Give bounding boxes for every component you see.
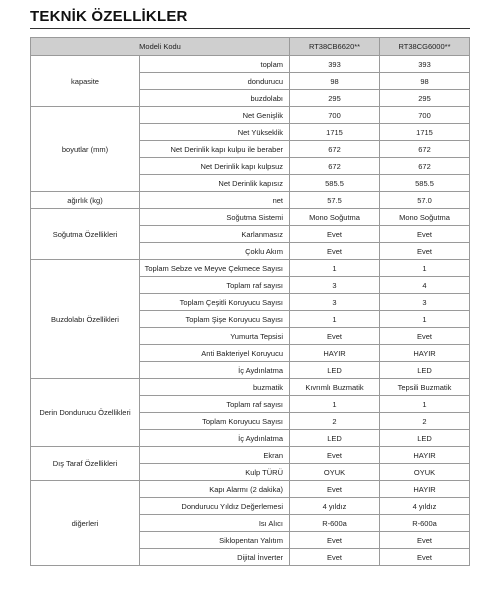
table-row	[31, 56, 470, 73]
row-label: Toplam Çeşitli Koruyucu Sayısı	[140, 294, 290, 311]
model-2-value: 1	[380, 311, 470, 328]
model-1-value: 393	[290, 56, 380, 73]
model-2-value: 295	[380, 90, 470, 107]
table-row	[31, 192, 470, 209]
model-2-value: Evet	[380, 226, 470, 243]
model-1-value: Evet	[290, 447, 380, 464]
row-label: Net Genişlik	[140, 107, 290, 124]
group-label: Soğutma Özellikleri	[31, 209, 140, 260]
row-label: Net Derinlik kapı kulpsuz	[140, 158, 290, 175]
row-label: İç Aydınlatma	[140, 430, 290, 447]
model-2-value: Evet	[380, 532, 470, 549]
title-divider	[30, 28, 470, 29]
model-2-value: 4 yıldız	[380, 498, 470, 515]
model-1-value: Evet	[290, 481, 380, 498]
model-1-value: 57.5	[290, 192, 380, 209]
model-2-value: 393	[380, 56, 470, 73]
group-label: boyutlar (mm)	[31, 107, 140, 192]
model-1-value: 4 yıldız	[290, 498, 380, 515]
model-2-value: R-600a	[380, 515, 470, 532]
table-row	[31, 260, 470, 277]
row-label: Toplam Sebze ve Meyve Çekmece Sayısı	[140, 260, 290, 277]
row-label: buzdolabı	[140, 90, 290, 107]
model-1-value: LED	[290, 430, 380, 447]
row-label: Net Derinlik kapı kulpu ile beraber	[140, 141, 290, 158]
row-label: Ekran	[140, 447, 290, 464]
row-label: Siklopentan Yalıtım	[140, 532, 290, 549]
table-row	[31, 209, 470, 226]
model-2-value: 700	[380, 107, 470, 124]
row-label: Soğutma Sistemi	[140, 209, 290, 226]
spec-table-body	[31, 56, 470, 566]
row-label: Anti Bakteriyel Koruyucu	[140, 345, 290, 362]
model-2-value: OYUK	[380, 464, 470, 481]
model-1-value: 98	[290, 73, 380, 90]
table-row	[31, 379, 470, 396]
model-2-value: 2	[380, 413, 470, 430]
table-header-row	[31, 38, 470, 56]
model-1-value: 1	[290, 311, 380, 328]
model-1-value: Evet	[290, 532, 380, 549]
model-2-value: 1	[380, 396, 470, 413]
model-1-value: Mono Soğutma	[290, 209, 380, 226]
model-1-value: 672	[290, 141, 380, 158]
model-1-value: OYUK	[290, 464, 380, 481]
row-label: Kapı Alarmı (2 dakika)	[140, 481, 290, 498]
row-label: Dijital İnverter	[140, 549, 290, 566]
row-label: Çoklu Akım	[140, 243, 290, 260]
model-1-value: Evet	[290, 328, 380, 345]
model-1-value: 1715	[290, 124, 380, 141]
row-label: dondurucu	[140, 73, 290, 90]
model-1-value: 585.5	[290, 175, 380, 192]
model-1-value: 295	[290, 90, 380, 107]
row-label: Toplam raf sayısı	[140, 396, 290, 413]
model-2-value: Evet	[380, 328, 470, 345]
row-label: Toplam Şişe Koruyucu Sayısı	[140, 311, 290, 328]
spec-table	[30, 37, 470, 566]
model-1-value: Kıvrımlı Buzmatik	[290, 379, 380, 396]
row-label: buzmatik	[140, 379, 290, 396]
model-2-value: Mono Soğutma	[380, 209, 470, 226]
model-2-value: 3	[380, 294, 470, 311]
model-2-value: 98	[380, 73, 470, 90]
model-2-value: 585.5	[380, 175, 470, 192]
model-1-value: 1	[290, 396, 380, 413]
model-1-value: 2	[290, 413, 380, 430]
model-1-value: Evet	[290, 549, 380, 566]
group-label: Buzdolabı Özellikleri	[31, 260, 140, 379]
table-row	[31, 107, 470, 124]
model-2-value: 672	[380, 141, 470, 158]
model-1-value: 672	[290, 158, 380, 175]
header-model-code: Modeli Kodu	[31, 38, 290, 56]
model-2-value: 4	[380, 277, 470, 294]
row-label: Dondurucu Yıldız Değerlemesi	[140, 498, 290, 515]
table-row	[31, 447, 470, 464]
model-2-value: Tepsili Buzmatik	[380, 379, 470, 396]
model-2-value: 1	[380, 260, 470, 277]
model-1-value: 700	[290, 107, 380, 124]
row-label: İç Aydınlatma	[140, 362, 290, 379]
model-2-value: 57.0	[380, 192, 470, 209]
model-1-value: 3	[290, 277, 380, 294]
row-label: Net Derinlik kapısız	[140, 175, 290, 192]
model-2-value: 672	[380, 158, 470, 175]
model-1-value: Evet	[290, 226, 380, 243]
row-label: Yumurta Tepsisi	[140, 328, 290, 345]
model-2-value: 1715	[380, 124, 470, 141]
model-1-value: 3	[290, 294, 380, 311]
model-1-value: LED	[290, 362, 380, 379]
group-label: kapasite	[31, 56, 140, 107]
row-label: toplam	[140, 56, 290, 73]
header-model-2: RT38CG6000**	[380, 38, 470, 56]
row-label: Net Yükseklik	[140, 124, 290, 141]
model-2-value: HAYIR	[380, 447, 470, 464]
model-1-value: HAYIR	[290, 345, 380, 362]
model-2-value: HAYIR	[380, 481, 470, 498]
row-label: Karlanmasız	[140, 226, 290, 243]
model-1-value: 1	[290, 260, 380, 277]
row-label: net	[140, 192, 290, 209]
page-title: TEKNİK ÖZELLİKLER	[30, 8, 188, 25]
group-label: Derin Dondurucu Özellikleri	[31, 379, 140, 447]
row-label: Toplam Koruyucu Sayısı	[140, 413, 290, 430]
model-1-value: Evet	[290, 243, 380, 260]
row-label: Kulp TÜRÜ	[140, 464, 290, 481]
row-label: Isı Alıcı	[140, 515, 290, 532]
table-row	[31, 481, 470, 498]
group-label: ağırlık (kg)	[31, 192, 140, 209]
model-2-value: LED	[380, 362, 470, 379]
model-2-value: LED	[380, 430, 470, 447]
model-2-value: Evet	[380, 549, 470, 566]
group-label: diğerleri	[31, 481, 140, 566]
header-model-1: RT38CB6620**	[290, 38, 380, 56]
model-2-value: Evet	[380, 243, 470, 260]
group-label: Dış Taraf Özellikleri	[31, 447, 140, 481]
model-1-value: R-600a	[290, 515, 380, 532]
row-label: Toplam raf sayısı	[140, 277, 290, 294]
model-2-value: HAYIR	[380, 345, 470, 362]
